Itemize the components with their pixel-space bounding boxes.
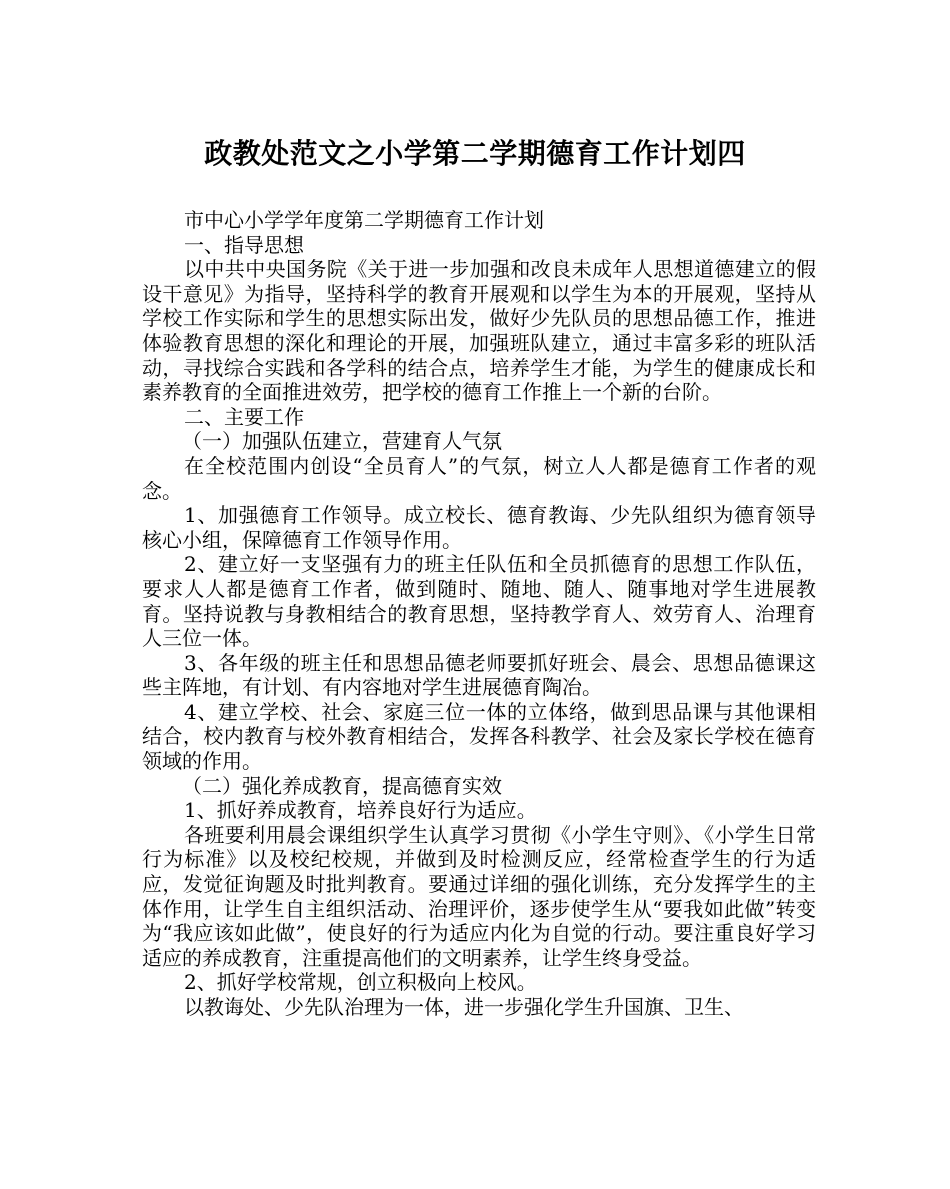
paragraph: 以教诲处、少先队治理为一体，进一步强化学生升国旗、卫生、 xyxy=(184,995,744,1019)
document-body xyxy=(142,208,816,1020)
paragraph: 在全校范围内创设“全员育人”的气氛，树立人人都是德育工作者的观念。 xyxy=(142,453,816,503)
paragraph: 各班要利用晨会课组织学生认真学习贯彻《小学生守则》、《小学生日常行为标准》以及校纪校规，并做到及时检测反应，经常检查学生的行为适应，发觉征询题及时批判教育。要通过详细的强化训练，充分发挥学生的主体作用，让学生自主组织活动、治理评价，逐步使学生从“要我如此做”转变为“我应该如此做”，使良好的行为适应内化为自觉的行动。要注重良好学习适应的养成教育，注重提高他们的文明素养，让学生终身受益。 xyxy=(142,822,816,970)
subsection-heading: （二）强化养成教育，提高德育实效 xyxy=(182,773,502,798)
page-title: 政教处范文之小学第二学期德育工作计划四 xyxy=(204,137,746,170)
paragraph: 1、抓好养成教育，培养良好行为适应。 xyxy=(184,798,537,823)
section-heading: 二、主要工作 xyxy=(184,404,304,429)
paragraph: 2、建立好一支坚强有力的班主任队伍和全员抓德育的思想工作队伍，要求人人都是德育工作者，做到随时、随地、随人、随事地对学生进展教育。坚持说教与身教相结合的教育思想，坚持教学育人、效劳育人、治理育人三位一体。 xyxy=(142,552,816,651)
section-heading: 一、指导思想 xyxy=(184,232,304,257)
paragraph: 以中共中央国务院《关于进一步加强和改良未成年人思想道德建立的假设干意见》为指导，坚持科学的教育开展观和以学生为本的开展观，坚持从学校工作实际和学生的思想实际出发，做好少先队员的思想品德工作，推进体验教育思想的深化和理论的开展，加强班队建立，通过丰富多彩的班队活动，寻找综合实践和各学科的结合点，培养学生才能，为学生的健康成长和素养教育的全面推进效劳，把学校的德育工作推上一个新的台阶。 xyxy=(142,257,816,405)
paragraph: 2、抓好学校常规，创立积极向上校风。 xyxy=(184,970,537,995)
subsection-heading: （一）加强队伍建立，营建育人气氛 xyxy=(182,429,502,454)
paragraph: 市中心小学学年度第二学期德育工作计划 xyxy=(184,208,544,232)
paragraph: 4、建立学校、社会、家庭三位一体的立体络，做到思品课与其他课相结合，校内教育与校外教育相结合，发挥各科教学、社会及家长学校在德育领域的作用。 xyxy=(142,699,816,774)
paragraph: 1、加强德育工作领导。成立校长、德育教诲、少先队组织为德育领导核心小组，保障德育工作领导作用。 xyxy=(142,503,816,552)
paragraph: 3、各年级的班主任和思想品德老师要抓好班会、晨会、思想品德课这些主阵地，有计划、有内容地对学生进展德育陶冶。 xyxy=(142,650,816,700)
